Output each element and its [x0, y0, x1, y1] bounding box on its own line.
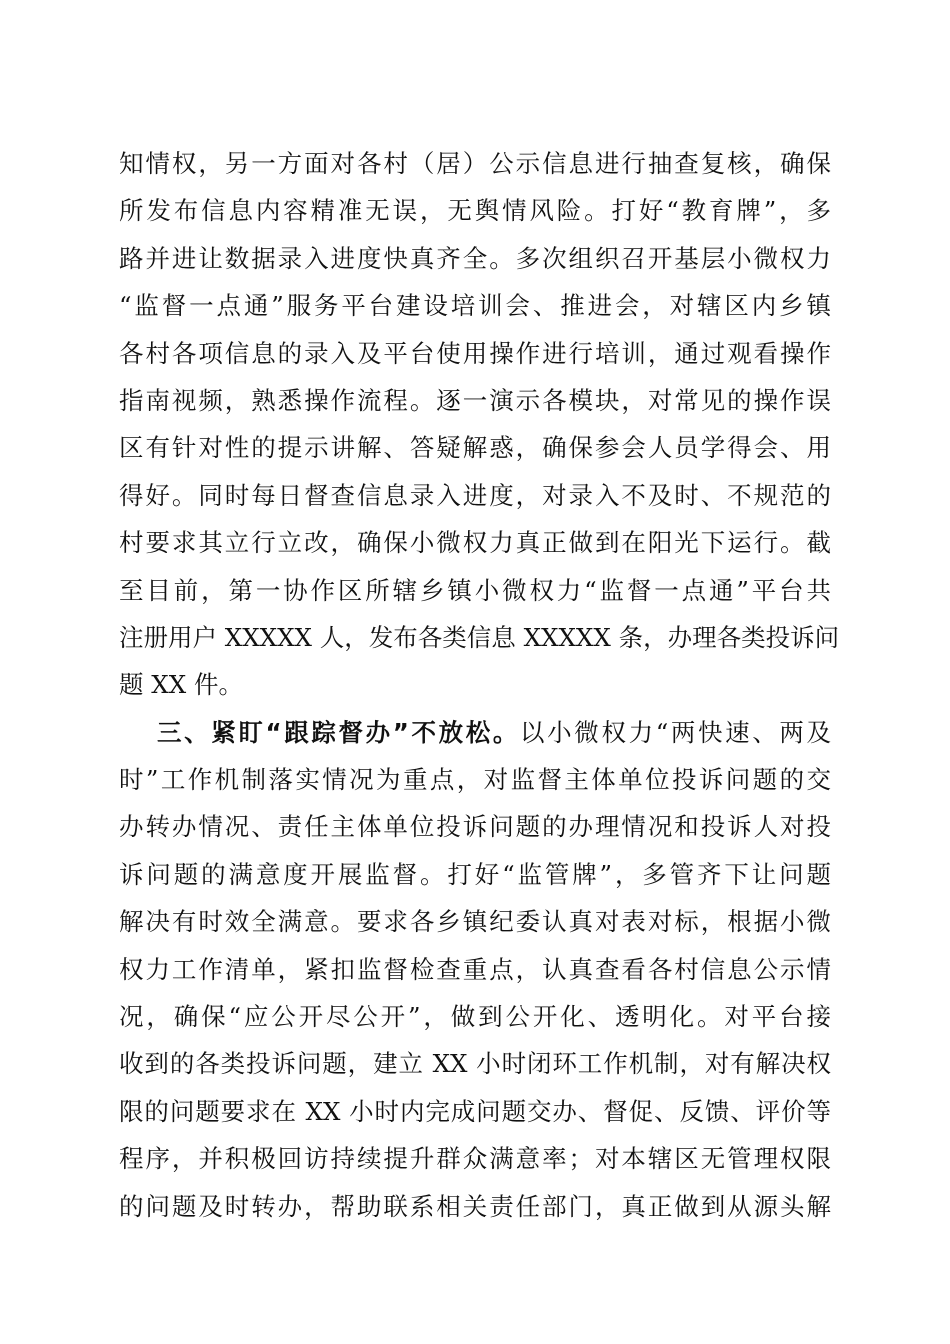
- section-3-heading: 三、紧盯“跟踪督办”不放松。: [157, 717, 521, 747]
- paragraph-line: 权力工作清单，紧扣监督检查重点，认真查看各村信息公示情: [119, 954, 831, 984]
- paragraph-line: 得好。同时每日督查信息录入进度，对录入不及时、不规范的: [119, 480, 831, 510]
- paragraph-line: 的问题及时转办，帮助联系相关责任部门，真正做到从源头解: [119, 1191, 831, 1221]
- paragraph-line: 解决有时效全满意。要求各乡镇纪委认真对表对标，根据小微: [119, 907, 831, 937]
- paragraph-line: 题 XX 件。: [119, 670, 243, 700]
- paragraph-line: 路并进让数据录入进度快真齐全。多次组织召开基层小微权力: [119, 243, 831, 273]
- paragraph-line: 区有针对性的提示讲解、答疑解惑，确保参会人员学得会、用: [119, 433, 831, 463]
- paragraph-line: 所发布信息内容精准无误，无舆情风险。打好“教育牌”，多: [119, 196, 831, 226]
- paragraph-line: 收到的各类投诉问题，建立 XX 小时闭环工作机制，对有解决权: [119, 1049, 831, 1079]
- paragraph-line: 限的问题要求在 XX 小时内完成问题交办、督促、反馈、评价等: [119, 1096, 831, 1126]
- paragraph-line: 程序，并积极回访持续提升群众满意率；对本辖区无管理权限: [119, 1144, 831, 1174]
- paragraph-line: 村要求其立行立改，确保小微权力真正做到在阳光下运行。截: [119, 528, 831, 558]
- paragraph-line: 注册用户 XXXXX 人，发布各类信息 XXXXX 条，办理各类投诉问: [119, 622, 840, 652]
- paragraph-line: 办转办情况、责任主体单位投诉问题的办理情况和投诉人对投: [119, 812, 831, 842]
- paragraph-line: “监督一点通”服务平台建设培训会、推进会，对辖区内乡镇: [119, 291, 831, 321]
- section-3-first-line-text: 以小微权力“两快速、两及: [520, 717, 832, 747]
- paragraph-line: 况，确保“应公开尽公开”，做到公开化、透明化。对平台接: [119, 1002, 831, 1032]
- paragraph-line: 知情权，另一方面对各村（居）公示信息进行抽查复核，确保: [119, 149, 831, 178]
- paragraph-line: 至目前，第一协作区所辖乡镇小微权力“监督一点通”平台共: [119, 575, 831, 605]
- paragraph-line: 诉问题的满意度开展监督。打好“监管牌”，多管齐下让问题: [119, 859, 831, 889]
- paragraph-line: 指南视频，熟悉操作流程。逐一演示各模块，对常见的操作误: [119, 385, 831, 415]
- paragraph-line: 时”工作机制落实情况为重点，对监督主体单位投诉问题的交: [119, 765, 831, 795]
- document-body: [119, 140, 840, 1230]
- paragraph-line: 各村各项信息的录入及平台使用操作进行培训，通过观看操作: [119, 338, 831, 368]
- section-3-first-line: [119, 709, 831, 756]
